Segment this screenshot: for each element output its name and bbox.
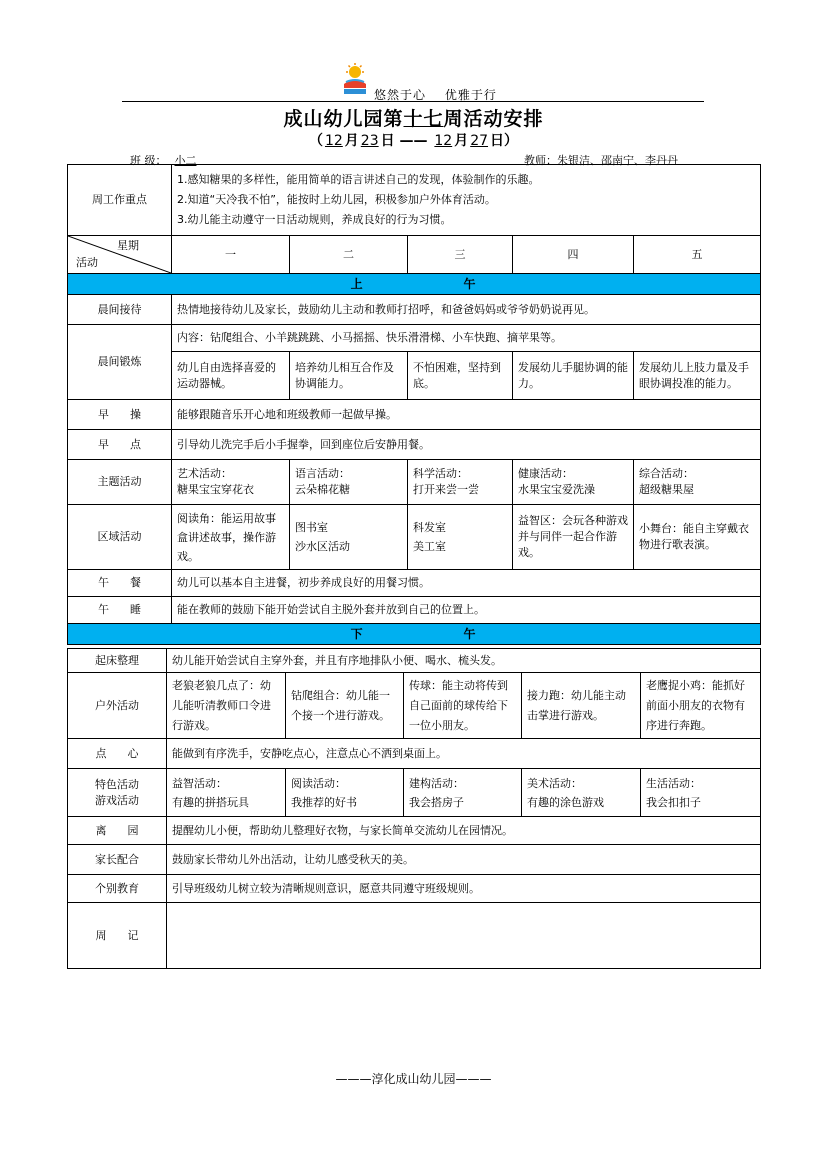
dessert-content: 能做到有序洗手，安静吃点心，注意点心不洒到桌面上。: [167, 739, 761, 769]
special-cell: 美术活动： 有趣的涂色游戏: [522, 769, 641, 817]
area-row: [68, 505, 761, 570]
row-label: 晨间接待: [68, 295, 172, 325]
afternoon-section-header: 下 午: [68, 624, 761, 645]
theme-cell: 健康活动： 水果宝宝爱洗澡: [513, 460, 634, 505]
row-label: 周 记: [68, 903, 167, 969]
special-cell: 生活活动： 我会扣扣子: [641, 769, 761, 817]
day-5: 五: [634, 236, 761, 274]
area-cell: 图书室 沙水区活动: [290, 505, 408, 570]
morning-section-header: 上 午: [68, 274, 761, 295]
corner-cell: 星期 活动: [68, 236, 172, 274]
wake-content: 幼儿能开始尝试自主穿外套，并且有序地排队小便、喝水、梳头发。: [167, 649, 761, 673]
exercise-content: 内容：钻爬组合、小羊跳跳跳、小马摇摇、快乐滑滑梯、小车快跑、摘苹果等。: [172, 325, 761, 352]
start-month: 12: [324, 133, 343, 149]
day-3: 三: [408, 236, 513, 274]
row-label: 午 睡: [68, 597, 172, 624]
individual-row: [68, 875, 761, 903]
theme-cell: 艺术活动： 糖果宝宝穿花衣: [172, 460, 290, 505]
outdoor-row: [68, 673, 761, 739]
footer-text: ———淳化成山幼儿园———: [335, 1072, 492, 1086]
day-4: 四: [513, 236, 634, 274]
theme-cell: 语言活动： 云朵棉花糖: [290, 460, 408, 505]
end-month: 12: [434, 133, 453, 149]
leave-row: [68, 817, 761, 845]
day-2: 二: [290, 236, 408, 274]
notes-content: [167, 903, 761, 969]
theme-row: [68, 460, 761, 505]
teacher-info: 教师：朱银洁、邵南宁、李丹丹: [524, 154, 678, 167]
week-number: 十七: [403, 108, 444, 130]
motto-right: 优雅于行: [444, 88, 497, 102]
row-label: 个别教育: [68, 875, 167, 903]
start-day: 23: [360, 133, 379, 149]
exercise-cell: 发展幼儿手腿协调的能力。: [513, 352, 634, 400]
afternoon-table: [67, 648, 761, 969]
lunch-content: 幼儿可以基本自主进餐，初步养成良好的用餐习惯。: [172, 570, 761, 597]
row-label: 周工作重点: [68, 165, 172, 236]
special-cell: 建构活动： 我会搭房子: [404, 769, 522, 817]
weekday-header-row: [68, 236, 761, 274]
row-label: 起床整理: [68, 649, 167, 673]
class-info: 班 级： 小二: [130, 152, 205, 168]
school-logo: [340, 62, 370, 96]
row-label: 离 园: [68, 817, 167, 845]
nap-content: 能在教师的鼓励下能开始尝试自主脱外套并放到自己的位置上。: [172, 597, 761, 624]
row-label: 早 点: [68, 430, 172, 460]
row-label: 点 心: [68, 739, 167, 769]
exercise-row: [68, 325, 761, 352]
exercise-cell: 发展幼儿上肢力量及手眼协调投准的能力。: [634, 352, 761, 400]
dessert-row: [68, 739, 761, 769]
row-label: 家长配合: [68, 845, 167, 875]
row-label: 户外活动: [68, 673, 167, 739]
end-day: 27: [470, 133, 489, 149]
lunch-row: [68, 570, 761, 597]
wake-row: [68, 649, 761, 673]
reception-content: 热情地接待幼儿及家长，鼓励幼儿主动和教师打招呼，和爸爸妈妈或爷爷奶奶说再见。: [172, 295, 761, 325]
snack-row: [68, 430, 761, 460]
snack-content: 引导幼儿洗完手后小手握拳，回到座位后安静用餐。: [172, 430, 761, 460]
exercise-cell: 培养幼儿相互合作及协调能力。: [290, 352, 408, 400]
drill-content: 能够跟随音乐开心地和班级教师一起做早操。: [172, 400, 761, 430]
area-cell: 科发室 美工室: [408, 505, 513, 570]
outdoor-cell: 钻爬组合：幼儿能一个接一个进行游戏。: [286, 673, 404, 739]
row-label: 特色活动 游戏活动: [68, 769, 167, 817]
special-cell: 阅读活动： 我推荐的好书: [286, 769, 404, 817]
focus-row: [68, 165, 761, 236]
individual-content: 引导班级幼儿树立较为清晰规则意识，愿意共同遵守班级规则。: [167, 875, 761, 903]
exercise-cell: 幼儿自由选择喜爱的运动器械。: [172, 352, 290, 400]
day-1: 一: [172, 236, 290, 274]
class-value: 小二: [174, 154, 197, 167]
special-cell: 益智活动： 有趣的拼搭玩具: [167, 769, 286, 817]
exercise-cell: 不怕困难，坚持到底。: [408, 352, 513, 400]
parents-content: 鼓励家长带幼儿外出活动，让幼儿感受秋天的美。: [167, 845, 761, 875]
notes-row: [68, 903, 761, 969]
outdoor-cell: 老鹰捉小鸡：能抓好前面小朋友的衣物有序进行奔跑。: [641, 673, 761, 739]
row-label: 区域活动: [68, 505, 172, 570]
drill-row: [68, 400, 761, 430]
outdoor-cell: 传球：能主动将传到自己面前的球传给下一位小朋友。: [404, 673, 522, 739]
area-cell: 小舞台：能自主穿戴衣物进行歌表演。: [634, 505, 761, 570]
row-label: 晨间锻炼: [68, 325, 172, 400]
leave-content: 提醒幼儿小便，帮助幼儿整理好衣物，与家长简单交流幼儿在园情况。: [167, 817, 761, 845]
nap-row: [68, 597, 761, 624]
focus-content: 1.感知糖果的多样性，能用简单的语言讲述自己的发现，体验制作的乐趣。 2.知道“天冷我不怕”，能按时上幼儿园，积极参加户外体育活动。 3.幼儿能主动遵守一日活动规则，养成良好的行为习惯。: [172, 165, 761, 236]
area-cell: 阅读角：能运用故事盒讲述故事，操作游戏。: [172, 505, 290, 570]
theme-cell: 科学活动： 打开来尝一尝: [408, 460, 513, 505]
schedule-table: [67, 164, 761, 645]
exercise-goals-row: [68, 352, 761, 400]
special-row: [68, 769, 761, 817]
header-rule: [122, 101, 704, 102]
row-label: 主题活动: [68, 460, 172, 505]
page-title: 成山幼儿园第十七周活动安排: [283, 108, 544, 130]
reception-row: [68, 295, 761, 325]
motto-left: 悠然于心: [374, 88, 427, 102]
outdoor-cell: 老狼老狼几点了：幼儿能听清教师口令进行游戏。: [167, 673, 286, 739]
date-range: （ 12 月 23 日 —— 12 月 27 日）: [308, 133, 519, 149]
outdoor-cell: 接力跑：幼儿能主动击掌进行游戏。: [522, 673, 641, 739]
row-label: 早 操: [68, 400, 172, 430]
parents-row: [68, 845, 761, 875]
row-label: 午 餐: [68, 570, 172, 597]
area-cell: 益智区：会玩各种游戏并与同伴一起合作游戏。: [513, 505, 634, 570]
theme-cell: 综合活动： 超级糖果屋: [634, 460, 761, 505]
